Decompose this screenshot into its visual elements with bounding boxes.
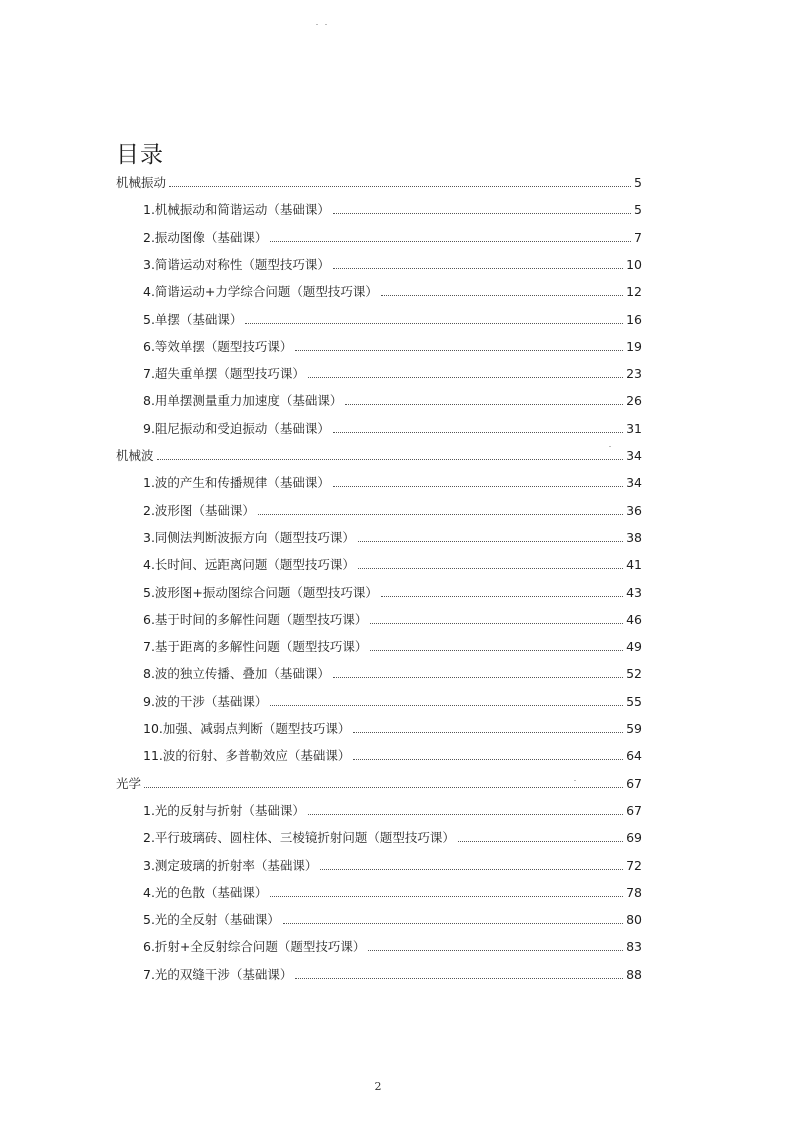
toc-page-number: 34 — [626, 448, 642, 463]
toc-item-row[interactable] — [143, 306, 642, 328]
toc-item-label: 3.简谐运动对称性（题型技巧课） — [143, 256, 330, 272]
toc-page-number: 12 — [626, 284, 642, 300]
toc-item-row[interactable] — [143, 633, 642, 655]
dot-leader — [308, 377, 623, 378]
dot-leader — [370, 650, 623, 651]
toc-page-number: 36 — [626, 502, 642, 518]
toc-item-label: 3.同侧法判断波振方向（题型技巧课） — [143, 529, 355, 545]
toc-page-number: 5 — [634, 202, 642, 218]
dot-leader — [333, 268, 623, 269]
dot-leader — [157, 459, 624, 460]
toc-item-row[interactable] — [143, 333, 642, 355]
toc-item-row[interactable] — [143, 524, 642, 546]
toc-item-row[interactable] — [143, 879, 642, 901]
toc-item-row[interactable] — [143, 824, 642, 846]
toc-item-label: 8.波的独立传播、叠加（基础课） — [143, 666, 330, 682]
toc-section-row[interactable] — [116, 770, 642, 792]
toc-section-row[interactable] — [116, 442, 642, 464]
toc-item-label: 4.简谐运动+力学综合问题（题型技巧课） — [143, 284, 378, 300]
toc-item-label: 6.基于时间的多解性问题（题型技巧课） — [143, 611, 368, 627]
dot-leader — [345, 404, 623, 405]
toc-item-row[interactable] — [143, 715, 642, 737]
toc-page-number: 67 — [626, 802, 642, 818]
toc-item-label: 8.用单摆测量重力加速度（基础课） — [143, 393, 343, 409]
toc-item-row[interactable] — [143, 360, 642, 382]
dot-leader — [144, 787, 623, 788]
dot-leader — [381, 596, 623, 597]
toc-page-number: 43 — [626, 584, 642, 600]
toc-page-number: 41 — [626, 557, 642, 573]
toc-item-label: 2.波形图（基础课） — [143, 502, 255, 518]
toc-item-label: 10.加强、减弱点判断（题型技巧课） — [143, 721, 351, 736]
dot-leader — [333, 432, 623, 433]
toc-item-row[interactable] — [143, 660, 642, 682]
toc-page-number: 55 — [626, 693, 642, 709]
dot-leader — [358, 568, 623, 569]
dot-leader — [381, 295, 623, 296]
toc-item-label: 11.波的衍射、多普勒效应（基础课） — [143, 748, 351, 764]
dot-leader — [353, 732, 623, 733]
toc-section-label: 机械波 — [116, 448, 154, 463]
toc-page-number: 19 — [626, 338, 642, 354]
scan-speck — [316, 24, 318, 25]
dot-leader — [169, 186, 631, 187]
toc-item-row[interactable] — [143, 551, 642, 573]
toc-page-number: 38 — [626, 529, 642, 545]
toc-item-label: 1.机械振动和简谐运动（基础课） — [143, 202, 330, 218]
dot-leader — [295, 978, 623, 979]
dot-leader — [333, 677, 623, 678]
toc-page-number: 72 — [626, 857, 642, 873]
toc-page-number: 7 — [634, 229, 642, 245]
toc-page-number: 88 — [626, 966, 642, 982]
toc-item-row[interactable] — [143, 579, 642, 601]
toc-item-row[interactable] — [143, 906, 642, 928]
toc-item-row[interactable] — [143, 933, 642, 955]
toc-item-row[interactable] — [143, 196, 642, 218]
toc-page-number: 5 — [634, 175, 642, 190]
dot-leader — [258, 514, 623, 515]
toc-page-number: 78 — [626, 884, 642, 900]
toc-item-row[interactable] — [143, 606, 642, 628]
dot-leader — [245, 323, 623, 324]
toc-item-label: 1.光的反射与折射（基础课） — [143, 802, 305, 818]
toc-item-label: 4.光的色散（基础课） — [143, 884, 268, 900]
dot-leader — [353, 759, 623, 760]
toc-item-row[interactable] — [143, 278, 642, 300]
dot-leader — [283, 923, 623, 924]
toc-page-number: 26 — [626, 393, 642, 409]
toc-page-number: 49 — [626, 639, 642, 655]
dot-leader — [358, 541, 623, 542]
toc-page-number: 52 — [626, 666, 642, 682]
dot-leader — [368, 950, 623, 951]
toc-page-number: 16 — [626, 311, 642, 327]
toc-page-number: 67 — [626, 775, 642, 791]
toc-section-row[interactable] — [116, 169, 642, 191]
toc-page-number: 10 — [626, 256, 642, 272]
toc-item-label: 7.超失重单摆（题型技巧课） — [143, 366, 305, 382]
dot-leader — [370, 623, 623, 624]
toc-item-row[interactable] — [143, 224, 642, 246]
dot-leader — [308, 814, 623, 815]
dot-leader — [270, 896, 623, 897]
toc-section-label: 机械振动 — [116, 175, 167, 190]
toc-item-row[interactable] — [143, 497, 642, 519]
toc-item-row[interactable] — [143, 251, 642, 273]
toc-page-number: 59 — [626, 721, 642, 736]
dot-leader — [270, 705, 623, 706]
toc-item-row[interactable] — [143, 469, 642, 491]
toc-item-row[interactable] — [143, 742, 642, 764]
toc-section-label: 光学 — [116, 775, 142, 791]
toc-title: 目录 — [116, 142, 164, 168]
toc-item-label: 9.波的干涉（基础课） — [143, 693, 268, 709]
toc-item-label: 6.等效单摆（题型技巧课） — [143, 338, 293, 354]
toc-page-number: 64 — [626, 748, 642, 764]
toc-item-label: 7.光的双缝干涉（基础课） — [143, 966, 293, 982]
toc-page-number: 31 — [626, 420, 642, 436]
toc-item-label: 5.波形图+振动图综合问题（题型技巧课） — [143, 584, 378, 600]
dot-leader — [333, 213, 631, 214]
toc-item-label: 1.波的产生和传播规律（基础课） — [143, 475, 330, 491]
toc-item-row[interactable] — [143, 852, 642, 874]
toc-item-label: 5.光的全反射（基础课） — [143, 912, 280, 928]
toc-page-number: 46 — [626, 611, 642, 627]
toc-item-label: 7.基于距离的多解性问题（题型技巧课） — [143, 639, 368, 655]
toc-item-label: 3.测定玻璃的折射率（基础课） — [143, 857, 318, 873]
dot-leader — [458, 841, 623, 842]
dot-leader — [320, 869, 623, 870]
toc-item-row[interactable] — [143, 797, 642, 819]
toc-item-label: 6.折射+全反射综合问题（题型技巧课） — [143, 939, 366, 955]
toc-item-label: 4.长时间、远距离问题（题型技巧课） — [143, 557, 355, 573]
dot-leader — [270, 241, 631, 242]
toc-page-number: 80 — [626, 912, 642, 928]
toc-item-row[interactable] — [143, 415, 642, 437]
dot-leader — [333, 486, 623, 487]
toc-item-label: 5.单摆（基础课） — [143, 311, 243, 327]
toc-page-number: 69 — [626, 830, 642, 846]
page-number: 2 — [374, 1080, 382, 1093]
toc-page-number: 34 — [626, 475, 642, 491]
toc-item-row[interactable] — [143, 387, 642, 409]
scan-speck — [325, 24, 327, 25]
dot-leader — [295, 350, 623, 351]
toc-item-row[interactable] — [143, 688, 642, 710]
scan-speck — [609, 446, 611, 447]
scan-speck — [574, 780, 576, 781]
toc-item-row[interactable] — [143, 961, 642, 983]
toc-page-number: 83 — [626, 939, 642, 955]
toc-item-label: 2.平行玻璃砖、圆柱体、三棱镜折射问题（题型技巧课） — [143, 830, 455, 846]
toc-item-label: 2.振动图像（基础课） — [143, 229, 268, 245]
toc-item-label: 9.阻尼振动和受迫振动（基础课） — [143, 420, 330, 436]
toc-page-number: 23 — [626, 366, 642, 382]
